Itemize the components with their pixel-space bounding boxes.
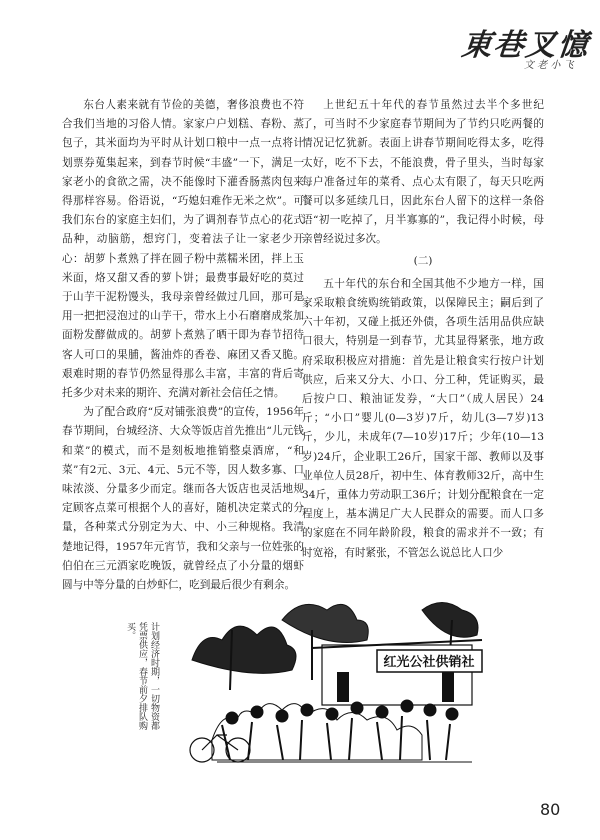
page-number: 80: [540, 800, 561, 819]
left-paragraph-1: 东台人素来就有节俭的美德，奢侈浪费也不符合我们当地的习俗人情。家家户户划糕、春粉、蒸包子，其米面均为平时从计划口粮中一点一点将计划票券蒐集起来，到春节时候“丰盛”一下，满足一家老小的食欲之需，决不能像时下灌香肠蒸肉包来得那样容易。俗语说，“巧媳妇难作无米之炊”。可我们东台的家庭主妇们，为了调剂春节点心的花式品种，动脑筋，想窍门，变着法子让一家老少开心：胡萝卜煮熟了拌在圆子粉中蒸糯米团，拌上玉米面，烙又甜又香的萝卜饼；最费事最好吃的莫过于山芋干泥粉馒头，我母亲曾经做过几回，那可是用一把把浸泡过的山芋干，带水上小石磨磨成浆加面粉发酵做成的。胡萝卜煮熟了晒干即为春节招待客人可口的果脯，酱油炸的香卷、麻团又香又脆。艰难时期的春节仍然显得那么丰富，丰富的背后寄托多少对未来的期许、充满对新社会信任之情。: [62, 99, 304, 400]
section-heading: (二): [413, 254, 433, 267]
right-paragraph-2: 五十年代的东台和全国其他不少地方一样，国家采取粮食统购统销政策，以保障民主；嗣后到了六十年初，又碰上抵还外债，各项生活用品供应缺口很大，特别是一到春节，尤其显得紧张，地方政府采取积极应对措施：首先是让粮食实行按户计划供应，后来又分大、小口、分工种，凭证购买，最后按户口、粮油证发券，“大口”（成人居民）24斤；“小口”婴儿(0—3岁)7斤，幼儿(3—7岁)13斤，少儿，未成年(7—10岁)17斤；少年(10—13岁)24斤，企业职工26斤，国家干部、教师以及事业单位人员28斤，初中生、体育教师32斤，高中生34斤，重体力劳动职工36斤；计划分配粮食在一定程度上，基本满足广大人民群众的需要。而人口多的家庭在不同年龄阶段，粮食的需求并不一致；有时宽裕，有时紧张，不管怎么说总比人口少: [302, 277, 544, 559]
queue-crowd: [212, 700, 472, 762]
store-sign-text: 红光公社供销社: [383, 655, 475, 670]
supply-store-building: [312, 640, 482, 705]
column-title-text: 東巷叉憶: [459, 28, 592, 63]
left-paragraph-2: 为了配合政府“反对铺张浪费”的宣传，1956年春节期间，台城经济、大众等饭店首先推出“儿元钱和菜”的模式，而不是刻板地推销整桌酒席，“和菜”有2元、3元、4元、5元不等，因人数多寡、口味浓淡、分量多少而定。继而各大饭店也灵活地规定顾客点菜可根据个人的喜好，随机决定菜式的分量，各种菜式分别定为大、中、小三种规格。我清楚地记得，1957年元宵节，我和父亲与一位姓张的伯伯在三元酒家吃晚饭，就曾经点了小分量的烟虾圆与中等分量的白炒虾仁，吃到最后很少有剩余。: [62, 406, 304, 592]
magazine-column-title: [452, 20, 592, 71]
right-column: [302, 96, 544, 563]
illustration-caption: 计划经济时期，一切物资都凭票供应，春节前夕排队购买。: [125, 622, 159, 730]
left-column: [62, 96, 304, 595]
column-signature: 文 老 小 飞: [524, 60, 574, 71]
right-paragraph-1: 上世纪五十年代的春节虽然过去半个多世纪了，可当时不少家庭春节期间为了节约只吃两餐的情况记忆犹新。表面上讲春节期间吃得太多，吃得太好，吃不下去，不能浪费，骨子里头，当时每家每户准备过年的菜肴、点心太有限了，每天只吃两餐可以多延续几日，因此东台人留下的这样一条俗语“初一吃掉了，月半寡寡的”，我记得小时候，母亲曾经说过多次。: [302, 99, 544, 246]
queue-illustration: [172, 590, 512, 770]
